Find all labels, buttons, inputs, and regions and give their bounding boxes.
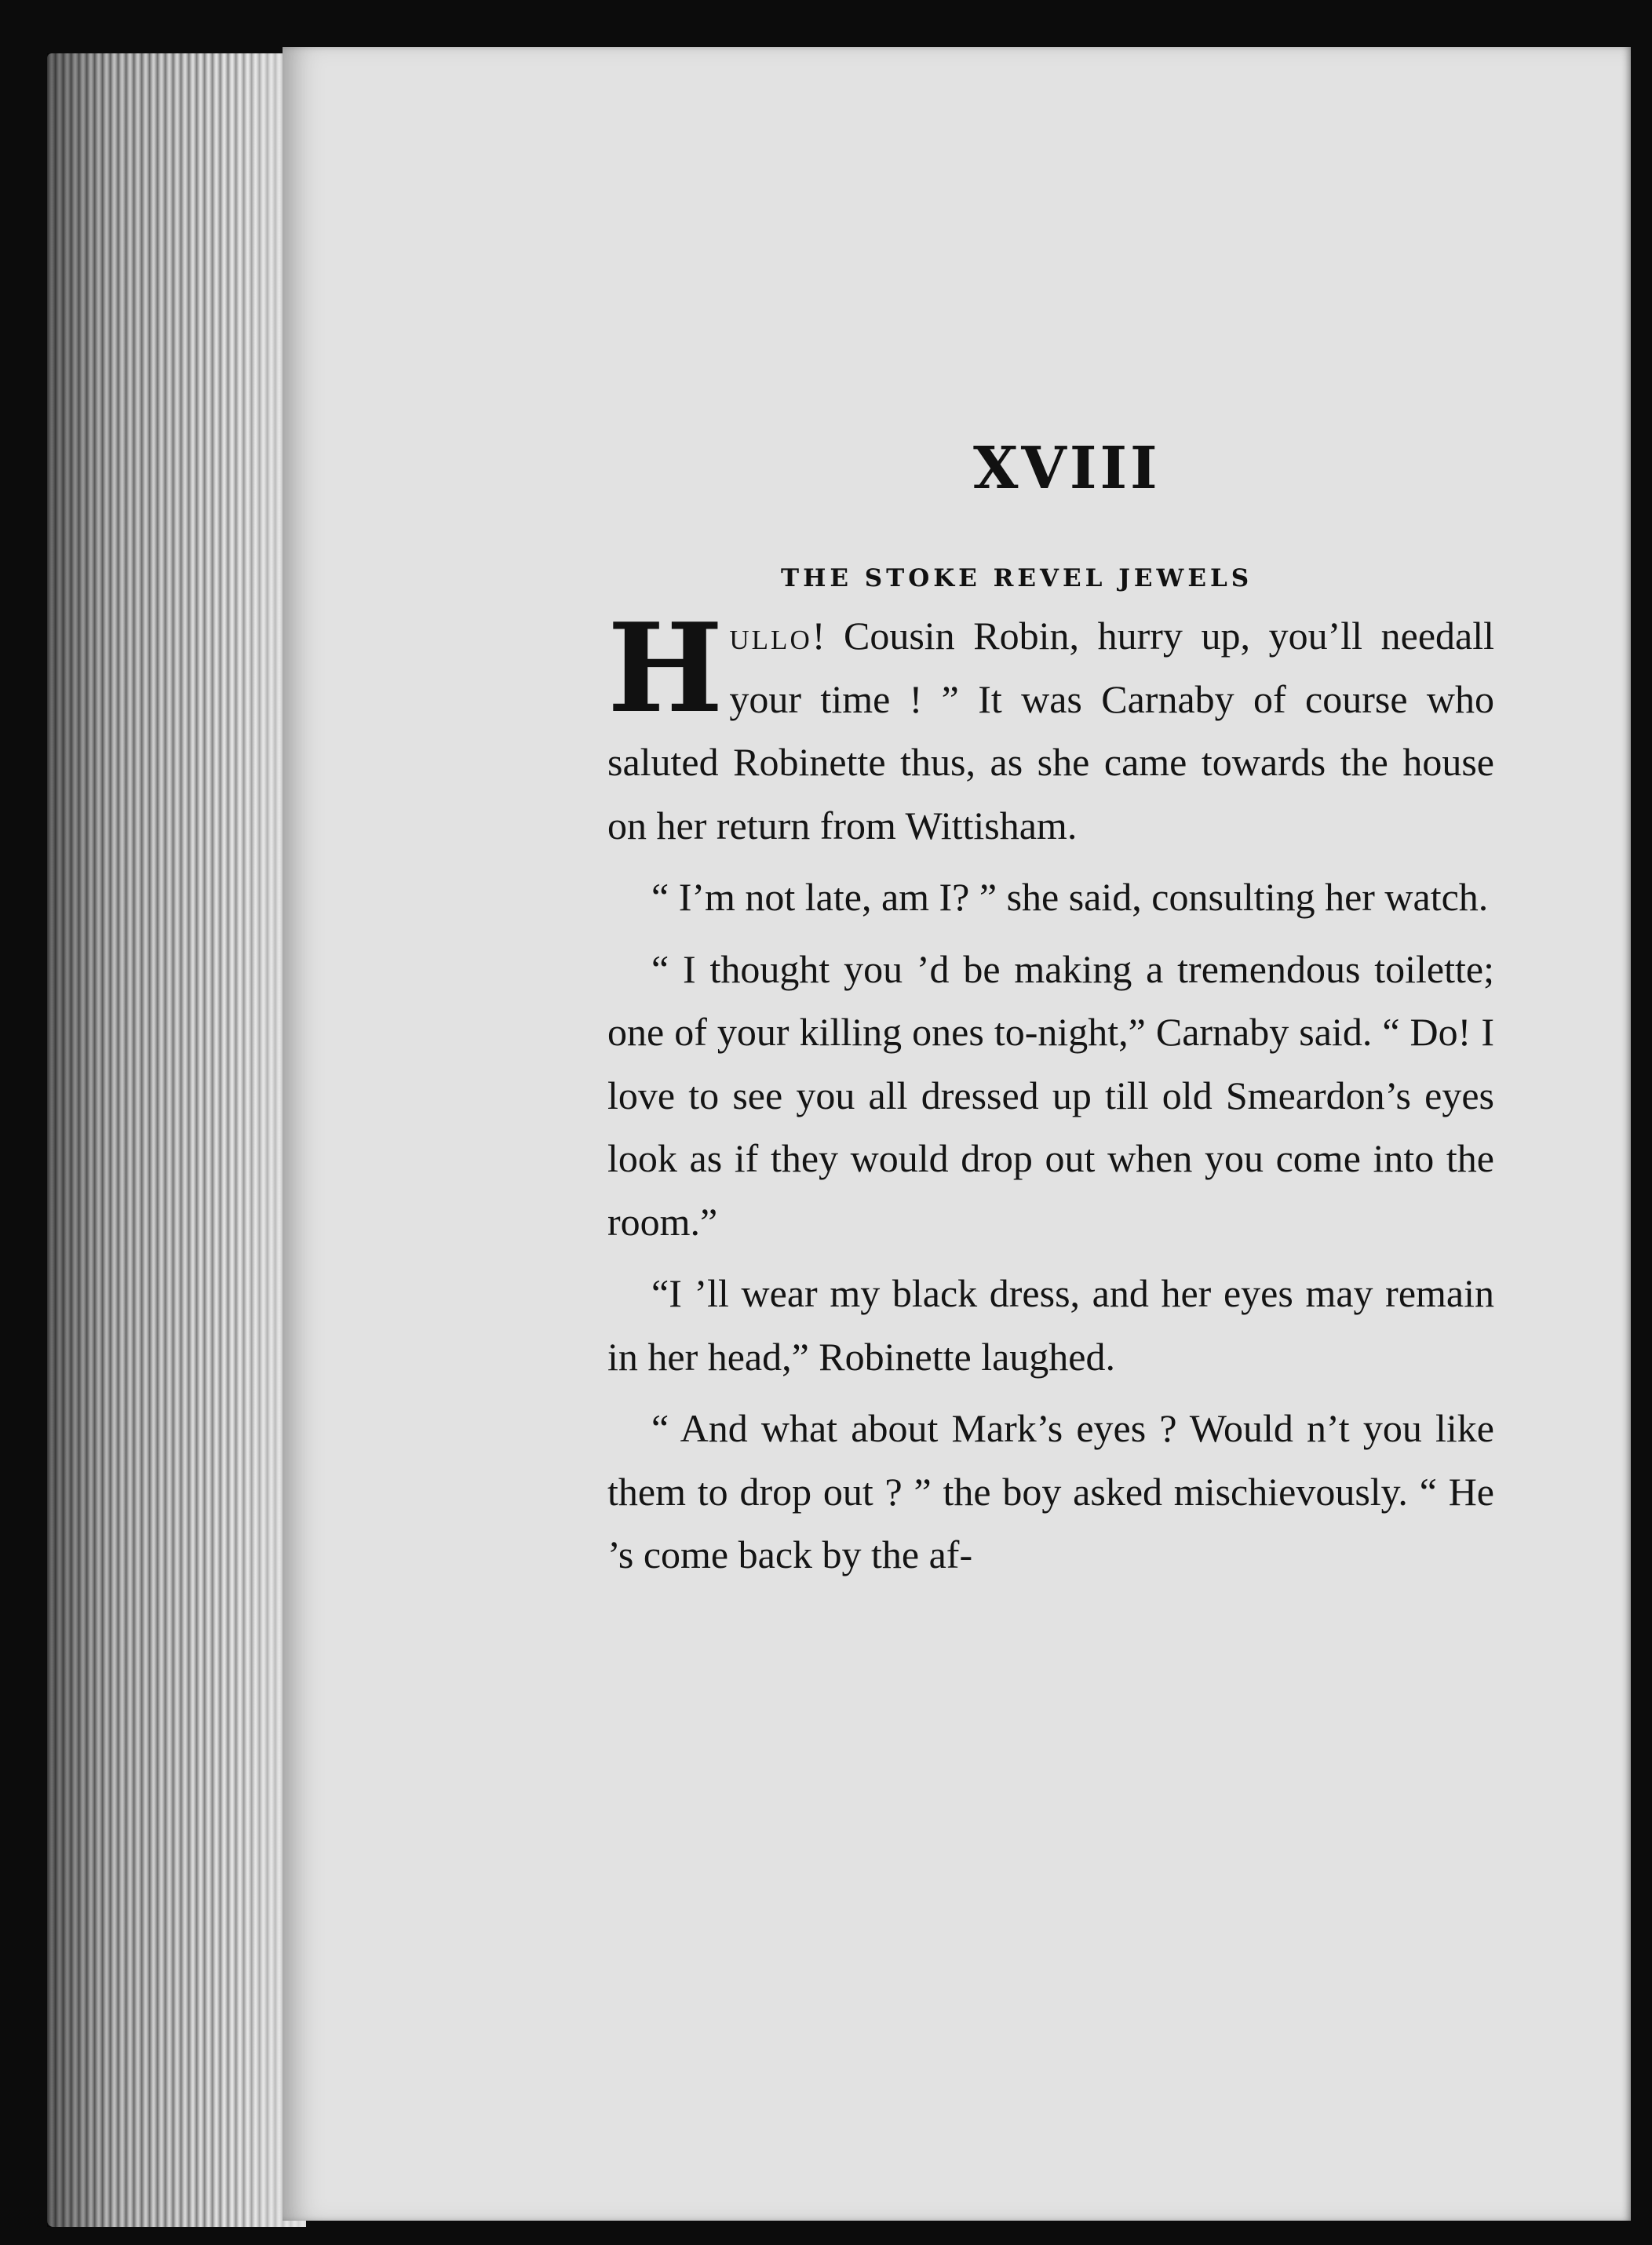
chapter-number: XVIII <box>973 435 1161 502</box>
paragraph-5: “ And what about Mark’s eyes ? Would n’t you like them to drop out ? ” the boy asked mischievously. “ He ’s come back by the af- <box>607 1406 1494 1576</box>
drop-cap: H <box>607 596 724 740</box>
paragraph-1 <box>607 596 1494 857</box>
lead-smallcaps: ullo <box>729 614 812 658</box>
paragraph-2: “ I’m not late, am I? ” she said, consulting her watch. <box>651 875 1489 919</box>
chapter-title: THE STOKE REVEL JEWELS <box>781 564 1253 592</box>
body-text <box>607 596 1494 1587</box>
paragraph-4: “I ’ll wear my black dress, and her eyes may remain in her head,” Robinette laughed. <box>607 1271 1494 1379</box>
paragraph-3: “ I thought you ’d be making a tremendous toilette; one of your killing ones to-night,” Carnaby said. “ Do! I love to see you all dressed up till old Smeardon’s eyes look as if they would drop out when you come into the room.” <box>607 946 1494 1244</box>
paragraph-1-text: ! Cousin Robin, hurry up, you’ll needall your time ! ” It was Carnaby of course who saluted Robinette thus, as she came towards the house on her return from Wittisham. <box>607 614 1494 847</box>
book-page-edges <box>47 53 306 2227</box>
